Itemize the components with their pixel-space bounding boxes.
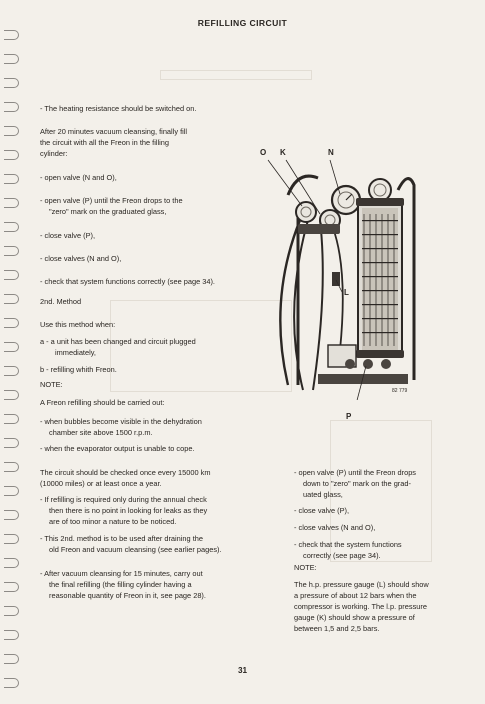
text-line: - open valve (N and O), — [40, 173, 117, 182]
text-line: the final refilling (the filling cylinder having a — [49, 580, 192, 589]
binder-ring — [4, 582, 19, 592]
text-line: - close valves (N and O), — [294, 523, 376, 532]
section-heading: 2nd. Method — [40, 297, 82, 306]
binder-ring — [4, 342, 19, 352]
text-line: compressor is working. The l.p. pressure — [294, 602, 427, 611]
text-line: b - refilling whith Freon. — [40, 365, 117, 374]
text-line: - This 2nd. method is to be used after draining the — [40, 534, 203, 543]
text-line: The circuit should be checked once every 15000 km — [40, 468, 211, 477]
text-line: - check that system functions correctly (see page 34). — [40, 277, 215, 286]
text-line: - close valves (N and O), — [40, 254, 122, 263]
binder-ring — [4, 534, 19, 544]
binder-ring — [4, 654, 19, 664]
text-line: - when the evaporator output is unable to cope. — [40, 444, 195, 453]
binder-ring — [4, 78, 19, 88]
binder-ring — [4, 486, 19, 496]
binder-ring — [4, 102, 19, 112]
binder-ring — [4, 606, 19, 616]
text-line: The h.p. pressure gauge (L) should show — [294, 580, 429, 589]
text-line: - check that the system functions — [294, 540, 402, 549]
text-line: "zero" mark on the graduated glass, — [49, 207, 167, 216]
text-line: - After vacuum cleansing for 15 minutes, carry out — [40, 569, 203, 578]
text-line: - open valve (P) until the Freon drops — [294, 468, 417, 477]
bleed-through — [160, 70, 312, 80]
text-line: (10000 miles) or at least once a year. — [40, 479, 162, 488]
binder-ring — [4, 438, 19, 448]
charging-station-illustration — [258, 150, 418, 400]
text-line: - close valve (P), — [294, 506, 350, 515]
label-o: O — [260, 148, 267, 157]
text-line: A Freon refilling should be carried out: — [40, 398, 165, 407]
text-line: - open valve (P) until the Freon drops to the — [40, 196, 183, 205]
binder-holes — [0, 0, 22, 704]
binder-ring — [4, 366, 19, 376]
binder-ring — [4, 630, 19, 640]
label-l: L — [344, 288, 349, 297]
label-n: N — [328, 148, 334, 157]
text-line: old Freon and vacuum cleansing (see earlier pages). — [49, 545, 222, 554]
text-line: chamber site above 1500 r.p.m. — [49, 428, 153, 437]
text-line: a pressure of about 12 bars when the — [294, 591, 417, 600]
text-line: - If refilling is required only during the annual check — [40, 495, 207, 504]
text-line: correctly (see page 34). — [303, 551, 381, 560]
binder-ring — [4, 294, 19, 304]
binder-ring — [4, 390, 19, 400]
text-line: a - a unit has been changed and circuit plugged — [40, 337, 196, 346]
text-line: cylinder: — [40, 149, 68, 158]
text-line: down to "zero" mark on the grad- — [303, 479, 411, 488]
text-line: reasonable quantity of Freon in it, see page 28). — [49, 591, 206, 600]
text-line: uated glass, — [303, 490, 343, 499]
charging-station-figure — [258, 148, 418, 421]
text-line: - The heating resistance should be switched on. — [40, 104, 197, 113]
binder-ring — [4, 414, 19, 424]
binder-ring — [4, 318, 19, 328]
text-line: immediately, — [55, 348, 96, 357]
text-line: - when bubbles become visible in the dehydration — [40, 417, 202, 426]
text-line: - close valve (P), — [40, 231, 96, 240]
text-line: After 20 minutes vacuum cleansing, finally fill — [40, 127, 188, 136]
binder-ring — [4, 126, 19, 136]
binder-ring — [4, 246, 19, 256]
binder-ring — [4, 462, 19, 472]
label-k: K — [280, 148, 286, 157]
binder-ring — [4, 270, 19, 280]
binder-ring — [4, 54, 19, 64]
binder-ring — [4, 198, 19, 208]
text-line: the circuit with all the Freon in the filling — [40, 138, 169, 147]
note-heading: NOTE: — [294, 563, 317, 572]
label-p: P — [346, 412, 352, 421]
text-line: then there is no point in looking for leaks as they — [49, 506, 208, 515]
binder-ring — [4, 222, 19, 232]
page-title: REFILLING CIRCUIT — [197, 18, 288, 28]
binder-ring — [4, 174, 19, 184]
text-line: between 1,5 and 2,5 bars. — [294, 624, 380, 633]
binder-ring — [4, 678, 19, 688]
note-heading: NOTE: — [40, 380, 63, 389]
binder-ring — [4, 558, 19, 568]
binder-ring — [4, 510, 19, 520]
figure-reference: 82 779 — [392, 388, 408, 394]
text-line: gauge (K) should show a pressure of — [294, 613, 415, 622]
text-line: are of too minor a nature to be noticed. — [49, 517, 177, 526]
text-line: Use this method when: — [40, 320, 116, 329]
binder-ring — [4, 150, 19, 160]
page-number: 31 — [237, 666, 248, 675]
binder-ring — [4, 30, 19, 40]
